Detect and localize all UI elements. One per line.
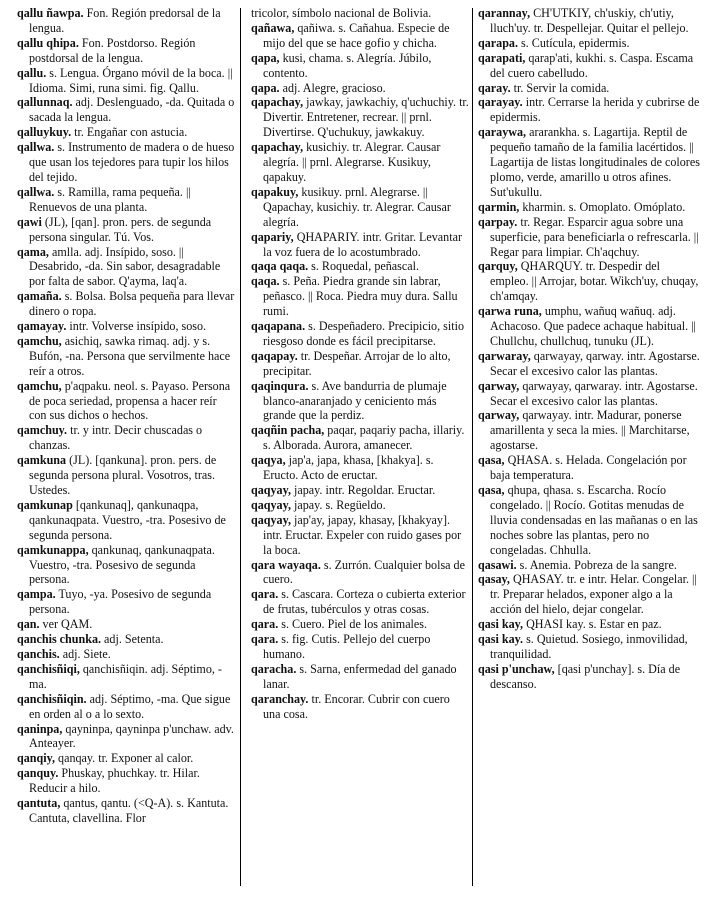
entry-headword: qara. [251,632,279,647]
entry-headword: qapariy, [251,229,294,244]
entry-definition: qhupa, qhasa. s. Escarcha. Rocío congelado. || Rocío. Gotitas menudas de lluvia condensadas en las mañanas o en las noches sobre las plantas, pero no congeladas. Chhulla. [490,483,698,557]
dictionary-entry [251,230,469,260]
dictionary-entry [251,662,469,692]
dictionary-entry [17,140,236,185]
entry-headword: qaqyay, [251,497,291,512]
dictionary-entry [478,558,700,573]
entry-definition: asichiq, sawka rimaq. adj. y s. Bufón, -na. Persona que servilmente hace reír a otros. [29,333,231,378]
entry-headword: qapa. [251,80,280,95]
entry-headword: qampa. [17,587,56,602]
entry-headword: qantuta, [17,796,61,811]
entry-definition: QHASA. s. Helada. Congelación por baja temperatura. [490,453,687,483]
dictionary-entry [251,453,469,483]
dictionary-entry [17,587,236,617]
entry-headword: qalluykuy. [17,125,72,140]
entry-headword: qaqa. [251,274,280,289]
dictionary-entry [478,483,700,558]
entry-definition: s. Sarna, enfermedad del ganado lanar. [263,661,457,691]
entry-headword: qamayay. [17,319,67,334]
entry-headword: qaraywa, [478,125,527,140]
dictionary-entry [478,408,700,453]
entry-definition: (JL). [qankuna]. pron. pers. de segunda persona plural. Vosotros, tras. Ustedes. [29,453,217,497]
entry-headword: qapa, [251,50,280,65]
entry-definition: QHASAY. tr. e intr. Helar. Congelar. || tr. Preparar helados, exponer algo a la acción del hielo, dejar congelar. [490,572,697,617]
entry-definition: tr. Engañar con astucia. [71,125,188,140]
entry-definition: japay. s. Regüeldo. [291,497,386,512]
dictionary-entry [478,125,700,200]
dictionary-entry [251,51,469,81]
entry-headword: qanchisñiqi, [17,661,80,676]
entry-headword: qara. [251,617,279,632]
entry-headword: qapachay, [251,140,304,155]
entry-headword: qamchu, [17,333,62,348]
entry-headword: qaqinqura. [251,378,309,393]
entry-headword: qaninpa, [17,721,63,736]
dictionary-entry [478,349,700,379]
entry-headword: qamaña. [17,289,62,304]
entry-headword: qara wayaqa. [251,557,321,572]
dictionary-entry [251,6,469,21]
dictionary-entry [478,95,700,125]
dictionary-entry [17,185,236,215]
entry-definition: intr. Volverse insípido, soso. [66,319,207,334]
entry-definition: kusi, chama. s. Alegría. Júbilo, contento. [263,50,432,80]
entry-definition: s. Ramilla, rama pequeña. || Renuevos de una planta. [29,184,191,214]
entry-headword: qaqyay, [251,483,291,497]
dictionary-entry [251,632,469,662]
dictionary-entry [478,51,700,81]
entry-definition: QHAPARIY. intr. Gritar. Levantar la voz fuera de lo acostumbrado. [263,229,462,259]
entry-headword: qaqapay. [251,348,298,363]
entry-headword: qanchis. [17,646,60,661]
entry-definition: japay. intr. Regoldar. Eructar. [291,483,436,497]
dictionary-entry [251,259,469,274]
dictionary-entry [251,558,469,588]
entry-headword: qamchu, [17,378,62,393]
entry-headword: qarwaray, [478,348,531,363]
dictionary-entry [17,125,236,140]
dictionary-entry [478,453,700,483]
entry-definition: s. Zurrón. Cualquier bolsa de cuero. [263,557,465,587]
entry-definition: s. Cutícula, epidermis. [517,35,630,50]
dictionary-entry [17,632,236,647]
entry-headword: qarapati, [478,50,526,65]
entry-headword: qasa, [478,453,505,468]
entry-headword: qallwa. [17,184,55,199]
entry-definition: qantus, qantu. (<Q-A). s. Kantuta. Cantuta, clavellina. Flor [29,796,229,825]
dictionary-entry [251,587,469,617]
entry-definition: Phuskay, phuchkay. tr. Hilar. Reducir a hilo. [29,766,200,796]
entry-definition: [qankunaq], qankunaqpa, qankunaqpata. Vuestro, -tra. Posesivo de segunda persona. [29,497,226,542]
entry-headword: qawi [17,214,42,229]
entry-headword: qañawa, [251,20,295,35]
column-divider-1 [240,8,241,886]
dictionary-entry [251,21,469,51]
entry-definition: amlla. adj. Insípido, soso. || Desabrido, -da. Sin sabor, desagradable por falta de sabor. Q'ayma, laq'a. [29,244,221,289]
entry-headword: qaqñin pacha, [251,423,325,438]
entry-headword: qamkuna [17,453,67,468]
dictionary-entry [17,6,236,36]
entry-definition: tr. Despeñar. Arrojar de lo alto, precipitar. [263,348,451,378]
entry-headword: qanquy. [17,766,59,781]
entry-definition: tr. Servir la comida. [510,80,610,95]
entry-headword: qan. [17,617,40,632]
entry-definition: kusikuy. prnl. Alegrarse. || Qapachay, kusichiy. tr. Alegrar. Causar alegría. [263,184,451,229]
entry-definition: s. Roquedal, peñascal. [308,259,419,274]
dictionary-entry [251,140,469,185]
entry-headword: qamkunap [17,497,73,512]
dictionary-entry [251,483,469,498]
entry-definition: tricolor, símbolo nacional de Bolivia. [251,6,432,20]
dictionary-entry [17,617,236,632]
dictionary-entry [251,319,469,349]
entry-definition: adj. Deslenguado, -da. Quitada o sacada la lengua. [29,95,235,125]
entry-definition: Fon. Postdorso. Región postdorsal de la lengua. [29,35,196,65]
entry-definition: qankunaq, qankunaqpata. Vuestro, -tra. Posesivo de segunda persona. [29,542,215,587]
entry-headword: qamchuy. [17,423,68,438]
dictionary-entry [251,95,469,140]
entry-headword: qanqiy, [17,751,55,766]
entry-definition: QHARQUY. tr. Despedir del empleo. || Arrojar, botar. Wikch'uy, chuqay, ch'amqay. [490,259,699,304]
dictionary-entry [251,617,469,632]
entry-definition: qanchisñiqin. adj. Séptimo, -ma. [29,661,222,691]
entry-definition: [qasi p'unchay]. s. Día de descanso. [490,661,681,691]
entry-definition: adj. Séptimo, -ma. Que sigue en orden al o a lo sexto. [29,691,231,721]
entry-headword: qarwa runa, [478,304,542,319]
entry-headword: qasawi. [478,557,517,572]
entry-definition: Fon. Región predorsal de la lengua. [29,6,221,35]
entry-headword: qarquy, [478,259,518,274]
column-2 [251,6,469,722]
entry-headword: qarpay. [478,214,518,229]
entry-definition: s. Instrumento de madera o de hueso que usan los tejedores para tupir los hilos del tejido. [29,140,235,184]
entry-definition: jap'ay, japay, khasay, [khakyay]. intr. Eructar. Expeler con ruido gases por la boca. [263,512,462,557]
entry-definition: jap'a, japa, khasa, [khakya]. s. Eructo. Acto de eructar. [263,453,434,483]
dictionary-entry [478,259,700,304]
column-divider-2 [472,8,473,886]
dictionary-entry [251,274,469,319]
dictionary-entry [478,200,700,215]
dictionary-entry [17,692,236,722]
entry-headword: qarayay. [478,95,523,110]
entry-definition: s. Cuero. Piel de los animales. [278,617,428,632]
entry-definition: s. Peña. Piedra grande sin labrar, peñasco. || Roca. Piedra muy dura. Sallu rumi. [263,274,458,319]
entry-headword: qapachay, [251,95,304,110]
dictionary-entry [17,423,236,453]
entry-headword: qanchis chunka. [17,632,102,647]
entry-headword: qaray. [478,80,511,95]
entry-headword: qanchisñiqin. [17,691,87,706]
entry-headword: qaracha. [251,661,297,676]
entry-headword: qasi kay. [478,632,524,647]
dictionary-entry [251,423,469,453]
dictionary-entry [251,692,469,722]
entry-headword: qarmin, [478,199,520,214]
entry-headword: qaqya, [251,453,286,468]
dictionary-entry [478,36,700,51]
dictionary-entry [17,289,236,319]
entry-definition: s. Despeñadero. Precipicio, sitio riesgoso donde es fácil precipitarse. [263,319,464,348]
entry-definition: qayninpa, qayninpa p'unchaw. adv. Anteayer. [29,721,234,751]
dictionary-entry [17,215,236,245]
dictionary-entry [17,379,236,424]
dictionary-entry [478,81,700,96]
dictionary-entry [478,662,700,692]
entry-headword: qama, [17,244,49,259]
entry-headword: qasa, [478,483,505,497]
entry-definition: ver QAM. [39,617,93,632]
column-1 [17,6,236,826]
entry-definition: umphu, wañuq wañuq. adj. Achacoso. Que padece achaque habitual. || Chullchu, chullchuq, tunuku (JL). [490,304,696,348]
entry-headword: qaranchay. [251,691,309,706]
dictionary-entry [17,647,236,662]
entry-headword: qallwa. [17,140,55,155]
entry-headword: qarannay, [478,6,531,20]
dictionary-entry [17,722,236,752]
dictionary-entry [17,319,236,334]
dictionary-entry [17,751,236,766]
entry-headword: qaqa qaqa. [251,259,309,274]
entry-definition: CH'UTKIY, ch'uskiy, ch'utiy, lluch'uy. tr. Despellejar. Quitar el pellejo. [490,6,689,35]
dictionary-entry [17,662,236,692]
entry-definition: s. Ave bandurria de plumaje blanco-anaranjado y ceniciento más grande que la perdiz. [263,378,447,423]
entry-headword: qallu. [17,65,47,80]
entry-definition: qarwayay. intr. Madurar, ponerse amarillenta y seca la mies. || Marchitarse, agostarse. [490,408,690,453]
dictionary-entry [478,572,700,617]
dictionary-entry [17,334,236,379]
entry-definition: adj. Setenta. [101,632,164,647]
dictionary-entry [251,185,469,230]
entry-definition: adj. Siete. [59,646,111,661]
entry-definition: kharmin. s. Omoplato. Omóplato. [519,199,686,214]
entry-definition: ararankha. s. Lagartija. Reptil de pequeño tamaño de la familia lacértidos. || Lagartija de listas longitudinales de colores plomo, verde, amarillo u otros afines. Sut'ukullu. [490,125,700,199]
entry-definition: s. Bolsa. Bolsa pequeña para llevar dinero o ropa. [29,289,235,319]
entry-headword: qaqyay, [251,512,291,527]
entry-definition: s. fig. Cutis. Pellejo del cuerpo humano. [263,632,431,661]
entry-headword: qarway, [478,378,520,393]
entry-definition: intr. Cerrarse la herida y cubrirse de epidermis. [490,95,700,125]
entry-definition: p'aqpaku. neol. s. Payaso. Persona de poca seriedad, propensa a hacer reír con sus dichos o hechos. [29,378,231,423]
dictionary-entry [478,617,700,632]
entry-headword: qasi kay, [478,617,524,632]
entry-headword: qallu qhipa. [17,35,79,50]
entry-definition: adj. Alegre, gracioso. [279,80,386,95]
entry-headword: qarapa. [478,35,518,50]
entry-headword: qarway, [478,408,520,423]
dictionary-entry [17,36,236,66]
entry-headword: qallunnaq. [17,95,73,110]
entry-definition: qarap'ati, kukhi. s. Caspa. Escama del cuero cabelludo. [490,50,694,80]
dictionary-entry [478,632,700,662]
entry-headword: qaqapana. [251,319,306,334]
entry-definition: s. Cascara. Corteza o cubierta exterior de frutas, tubérculos y otras cosas. [263,587,466,617]
entry-definition: s. Anemia. Pobreza de la sangre. [516,557,677,572]
dictionary-entry [17,796,236,826]
dictionary-entry [478,6,700,36]
entry-definition: tr. Regar. Esparcir agua sobre una superficie, para beneficiarla o refrescarla. || Regar para limpiar. Ch'aqchuy. [490,214,699,259]
entry-definition: QHASI kay. s. Estar en paz. [523,617,662,632]
dictionary-entry [17,498,236,543]
entry-definition: s. Lengua. Órgano móvil de la boca. || Idioma. Simi, runa simi. fig. Qallu. [29,65,233,95]
dictionary-entry [251,379,469,424]
dictionary-entry [17,766,236,796]
dictionary-entry [17,543,236,588]
entry-definition: kusichiy. tr. Alegrar. Causar alegría. || prnl. Alegrarse. Kusikuy, qapakuy. [263,140,441,184]
entry-definition: tr. y intr. Decir chuscadas o chanzas. [29,423,203,453]
dictionary-entry [478,304,700,349]
entry-headword: qamkunappa, [17,542,89,557]
entry-definition: qarwayay, qarwaray. intr. Agostarse. Secar el excesivo calor las plantas. [490,378,698,408]
entry-headword: qasay, [478,572,510,587]
entry-definition: s. Quietud. Sosiego, inmovilidad, tranquilidad. [490,632,688,661]
dictionary-entry [478,379,700,409]
entry-definition: paqar, paqariy pacha, illariy. s. Alborada. Aurora, amanecer. [263,423,465,453]
entry-definition: qañiwa. s. Cañahua. Especie de mijo del que se hace gofio y chicha. [263,20,450,50]
column-3 [478,6,700,692]
entry-headword: qapakuy, [251,184,299,199]
dictionary-entry [251,498,469,513]
dictionary-entry [17,66,236,96]
dictionary-entry [17,95,236,125]
dictionary-entry [251,513,469,558]
entry-headword: qasi p'unchaw, [478,661,555,676]
entry-headword: qara. [251,587,279,602]
entry-definition: qanqay. tr. Exponer al calor. [55,751,194,766]
dictionary-entry [251,349,469,379]
entry-definition: jawkay, jawkachiy, q'uchuchiy. tr. Divertir. Entretener, recrear. || prnl. Divertirse. Q'uchukuy, jawkakuy. [263,95,469,140]
entry-definition: tr. Encorar. Cubrir con cuero una cosa. [263,691,450,721]
dictionary-entry [17,245,236,290]
entry-definition: (JL), [qan]. pron. pers. de segunda persona singular. Tú. Vos. [29,214,212,244]
entry-headword: qallu ñawpa. [17,6,84,20]
dictionary-entry [251,81,469,96]
dictionary-entry [478,215,700,260]
entry-definition: qarwayay, qarway. intr. Agostarse. Secar el excesivo calor las plantas. [490,348,700,378]
dictionary-entry [17,453,236,498]
entry-definition: Tuyo, -ya. Posesivo de segunda persona. [29,587,212,617]
